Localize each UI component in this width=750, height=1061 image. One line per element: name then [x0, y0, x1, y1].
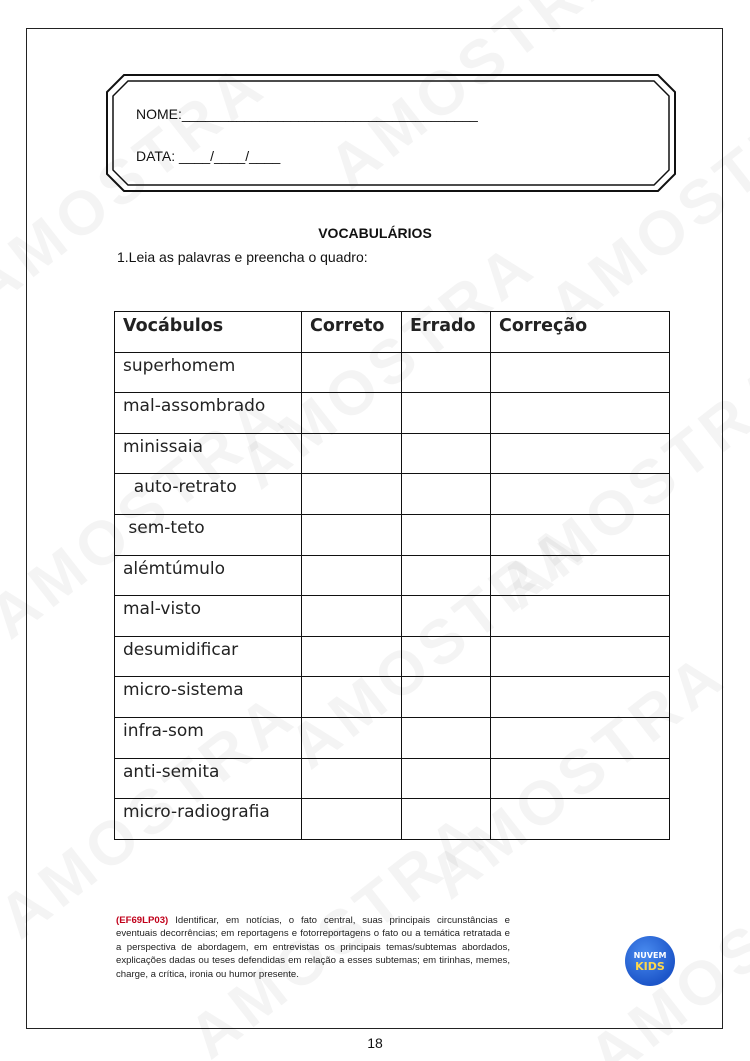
vocab-word: minissaia [115, 433, 302, 474]
skill-text: Identificar, em notícias, o fato central, suas principais circunstâncias e eventuais decorrências; em reportagens e fotorreportagens o fato ou a temática retratada e a perspectiva de abordagem, em entrevistas os principais temas/subtemas abordados, explicações dadas ou teses defendidas em relação a esses subtemas; em tirinhas, memes, charge, a crítica, ironia ou humor presente. [116, 915, 510, 980]
nuvem-kids-logo [625, 936, 675, 986]
vocab-word: auto-retrato [115, 474, 302, 515]
vocab-word: sem-teto [115, 514, 302, 555]
errado-cell[interactable] [402, 636, 491, 677]
vocab-word: micro-radiografia [115, 799, 302, 840]
correto-cell[interactable] [302, 758, 402, 799]
errado-cell[interactable] [402, 514, 491, 555]
column-header-vocabulos: Vocábulos [115, 312, 302, 353]
table-row [115, 433, 670, 474]
correcao-cell[interactable] [491, 717, 670, 758]
name-label: NOME: [136, 106, 182, 122]
column-header-errado: Errado [402, 312, 491, 353]
skill-code: (EF69LP03) [116, 915, 169, 926]
octagon-frame [106, 74, 676, 192]
errado-cell[interactable] [402, 677, 491, 718]
student-info-box [106, 74, 676, 192]
table-row [115, 677, 670, 718]
name-line: ______________________________________ [181, 106, 478, 122]
correto-cell[interactable] [302, 799, 402, 840]
vocab-word: mal-visto [115, 596, 302, 637]
correto-cell[interactable] [302, 474, 402, 515]
name-field[interactable] [136, 106, 478, 122]
table-row [115, 555, 670, 596]
correto-cell[interactable] [302, 717, 402, 758]
correto-cell[interactable] [302, 352, 402, 393]
vocab-word: alémtúmulo [115, 555, 302, 596]
errado-cell[interactable] [402, 799, 491, 840]
correto-cell[interactable] [302, 433, 402, 474]
errado-cell[interactable] [402, 433, 491, 474]
vocab-word: mal-assombrado [115, 393, 302, 434]
errado-cell[interactable] [402, 596, 491, 637]
correto-cell[interactable] [302, 393, 402, 434]
logo-line1: NUVEM [633, 951, 667, 960]
logo-line2: KIDS [635, 960, 665, 973]
table-row [115, 352, 670, 393]
vocab-word: infra-som [115, 717, 302, 758]
correcao-cell[interactable] [491, 677, 670, 718]
correcao-cell[interactable] [491, 352, 670, 393]
errado-cell[interactable] [402, 555, 491, 596]
errado-cell[interactable] [402, 474, 491, 515]
correcao-cell[interactable] [491, 596, 670, 637]
correto-cell[interactable] [302, 514, 402, 555]
correto-cell[interactable] [302, 636, 402, 677]
correcao-cell[interactable] [491, 433, 670, 474]
vocab-word: desumidificar [115, 636, 302, 677]
table-row [115, 393, 670, 434]
table-row [115, 799, 670, 840]
instruction-text: 1.Leia as palavras e preencha o quadro: [117, 249, 368, 265]
correcao-cell[interactable] [491, 555, 670, 596]
correcao-cell[interactable] [491, 636, 670, 677]
vocab-word: anti-semita [115, 758, 302, 799]
column-header-correcao: Correção [491, 312, 670, 353]
page-title: VOCABULÁRIOS [318, 225, 432, 241]
correto-cell[interactable] [302, 596, 402, 637]
correcao-cell[interactable] [491, 514, 670, 555]
correto-cell[interactable] [302, 555, 402, 596]
correcao-cell[interactable] [491, 799, 670, 840]
errado-cell[interactable] [402, 758, 491, 799]
vocab-word: superhomem [115, 352, 302, 393]
errado-cell[interactable] [402, 393, 491, 434]
table-row [115, 717, 670, 758]
page-number: 18 [367, 1035, 383, 1051]
table-header-row [115, 312, 670, 353]
table-row [115, 474, 670, 515]
errado-cell[interactable] [402, 717, 491, 758]
correcao-cell[interactable] [491, 474, 670, 515]
table-row [115, 514, 670, 555]
correto-cell[interactable] [302, 677, 402, 718]
column-header-correto: Correto [302, 312, 402, 353]
vocabulary-table [114, 311, 670, 840]
vocab-word: micro-sistema [115, 677, 302, 718]
table-row [115, 636, 670, 677]
correcao-cell[interactable] [491, 758, 670, 799]
date-field[interactable]: DATA: ____/____/____ [136, 148, 281, 164]
skill-description [116, 914, 510, 981]
correcao-cell[interactable] [491, 393, 670, 434]
table-row [115, 596, 670, 637]
table-row [115, 758, 670, 799]
errado-cell[interactable] [402, 352, 491, 393]
